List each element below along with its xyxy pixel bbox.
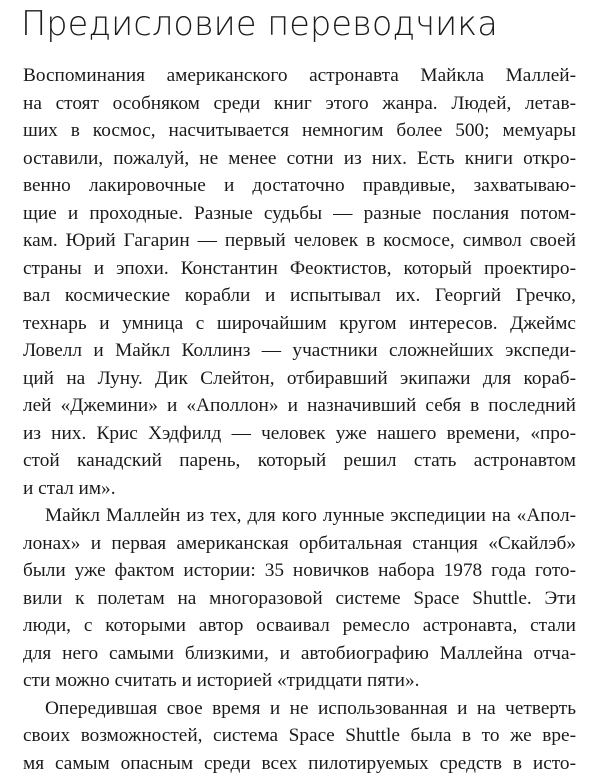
text-line: были уже фактом истории: 35 новичков набора 1978 года гото- — [23, 557, 576, 585]
text-line: кам. Юрий Гагарин — первый человек в космосе, символ своей — [23, 227, 576, 255]
text-line: вал космические корабли и испытывал их. Георгий Гречко, — [23, 282, 576, 310]
text-line: на стоят особняком среди книг этого жанра. Людей, летав- — [23, 90, 576, 118]
page-title: Предисловие переводчика — [21, 2, 498, 46]
text-line: мя самым опасным среди всех пилотируемых средств в исто- — [23, 750, 576, 777]
text-line: сти можно считать и историей «тридцати пяти». — [23, 667, 576, 695]
text-line: для него самыми близкими, и автобиографию Маллейна отча- — [23, 640, 576, 668]
text-line: своих возможностей, система Space Shuttle была в то же вре- — [23, 722, 576, 750]
text-line: вили к полетам на многоразовой системе Space Shuttle. Эти — [23, 585, 576, 613]
paragraph-3 — [23, 695, 576, 777]
text-line: Ловелл и Майкл Коллинз — участники сложнейших экспеди- — [23, 337, 576, 365]
text-line: страны и эпохи. Константин Феоктистов, который проектиро- — [23, 255, 576, 283]
text-line: венно лакировочные и достаточно правдивые, захватываю- — [23, 172, 576, 200]
text-line: Майкл Маллейн из тех, для кого лунные экспедиции на «Апол- — [23, 502, 576, 530]
text-line: оставили, пожалуй, не менее сотни из них. Есть книги откро- — [23, 145, 576, 173]
text-line: ций на Луну. Дик Слейтон, отбиравший экипажи для кораб- — [23, 365, 576, 393]
paragraph-2 — [23, 502, 576, 695]
text-line: лей «Джемини» и «Аполлон» и назначивший себя в последний — [23, 392, 576, 420]
paragraph-1 — [23, 62, 576, 502]
text-line: щие и проходные. Разные судьбы — разные послания потом- — [23, 200, 576, 228]
text-line: стой канадский парень, который решил стать астронавтом — [23, 447, 576, 475]
text-line: Воспоминания американского астронавта Майкла Маллей- — [23, 62, 576, 90]
text-line: ших в космос, насчитывается немногим более 500; мемуары — [23, 117, 576, 145]
body-text — [23, 62, 576, 777]
text-line: Опередившая свое время и не использованная и на четверть — [23, 695, 576, 723]
text-line: лонах» и первая американская орбитальная станция «Скайлэб» — [23, 530, 576, 558]
text-line: и стал им». — [23, 475, 576, 503]
text-line: из них. Крис Хэдфилд — человек уже нашего времени, «про- — [23, 420, 576, 448]
text-line: люди, с которыми автор осваивал ремесло астронавта, стали — [23, 612, 576, 640]
text-line: технарь и умница с широчайшим кругом интересов. Джеймс — [23, 310, 576, 338]
